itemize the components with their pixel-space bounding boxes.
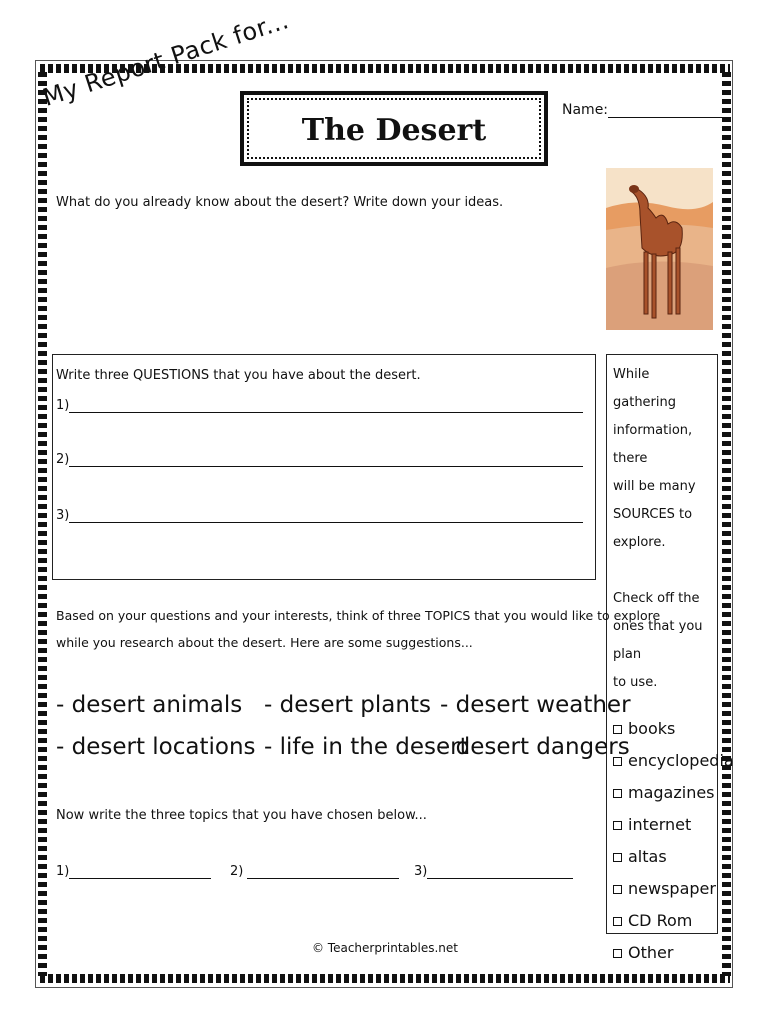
source-internet[interactable]: internet <box>613 809 713 841</box>
name-line[interactable] <box>608 103 726 118</box>
sources-panel: While gathering information, there will be many SOURCES to explore. Check off the ones that you plan to use. books encyclopedia magazines internet altas newspaper CD Rom Other <box>606 354 718 934</box>
chosen-topic-3[interactable]: 3) <box>414 864 573 879</box>
chosen-topic-2[interactable]: 2) <box>230 864 399 879</box>
right-border <box>722 72 731 976</box>
suggestion-desert-weather: - desert weather <box>440 692 631 718</box>
source-newspaper[interactable]: newspaper <box>613 873 713 905</box>
question-line-1[interactable]: 1) <box>56 398 583 413</box>
know-prompt: What do you already know about the desert? Write down your ideas. <box>56 195 504 210</box>
footer-credit: © Teacherprintables.net <box>311 941 458 955</box>
source-cd-rom[interactable]: CD Rom <box>613 905 713 937</box>
suggestion-desert-plants: - desert plants <box>264 692 431 718</box>
bottom-border <box>40 974 730 983</box>
suggestion-desert-animals: - desert animals <box>56 692 243 718</box>
checkbox-icon <box>613 821 622 830</box>
question-line-2[interactable]: 2) <box>56 452 583 467</box>
questions-prompt: Write three QUESTIONS that you have about the desert. <box>56 368 421 383</box>
questions-box <box>52 354 596 580</box>
name-label: Name: <box>562 102 609 118</box>
checkbox-icon <box>613 917 622 926</box>
suggestion-life-in-desert: - life in the desert <box>264 734 469 760</box>
checkbox-icon <box>613 853 622 862</box>
checkbox-icon <box>613 725 622 734</box>
suggestion-desert-dangers: - desert dangers <box>440 734 630 760</box>
checkbox-icon <box>613 885 622 894</box>
suggestion-desert-locations: - desert locations <box>56 734 256 760</box>
pack-title: My Report Pack for... <box>39 6 293 112</box>
topics-prompt-1: Based on your questions and your interests, think of three TOPICS that you would like to explore <box>56 608 661 623</box>
chosen-topic-1[interactable]: 1) <box>56 864 211 879</box>
title-box <box>240 91 548 166</box>
source-magazines[interactable]: magazines <box>613 777 713 809</box>
source-other[interactable]: Other <box>613 937 713 969</box>
page-title: The Desert <box>301 113 487 148</box>
topics-prompt-2: while you research about the desert. Here are some suggestions... <box>56 635 473 650</box>
source-encyclopedia[interactable]: encyclopedia <box>613 745 713 777</box>
checkbox-icon <box>613 789 622 798</box>
camel-image <box>606 168 713 330</box>
source-books[interactable]: books <box>613 713 713 745</box>
name-field[interactable] <box>562 102 726 118</box>
chosen-prompt: Now write the three topics that you have chosen below... <box>56 808 427 823</box>
source-altas[interactable]: altas <box>613 841 713 873</box>
question-line-3[interactable]: 3) <box>56 508 583 523</box>
left-border <box>38 72 47 976</box>
